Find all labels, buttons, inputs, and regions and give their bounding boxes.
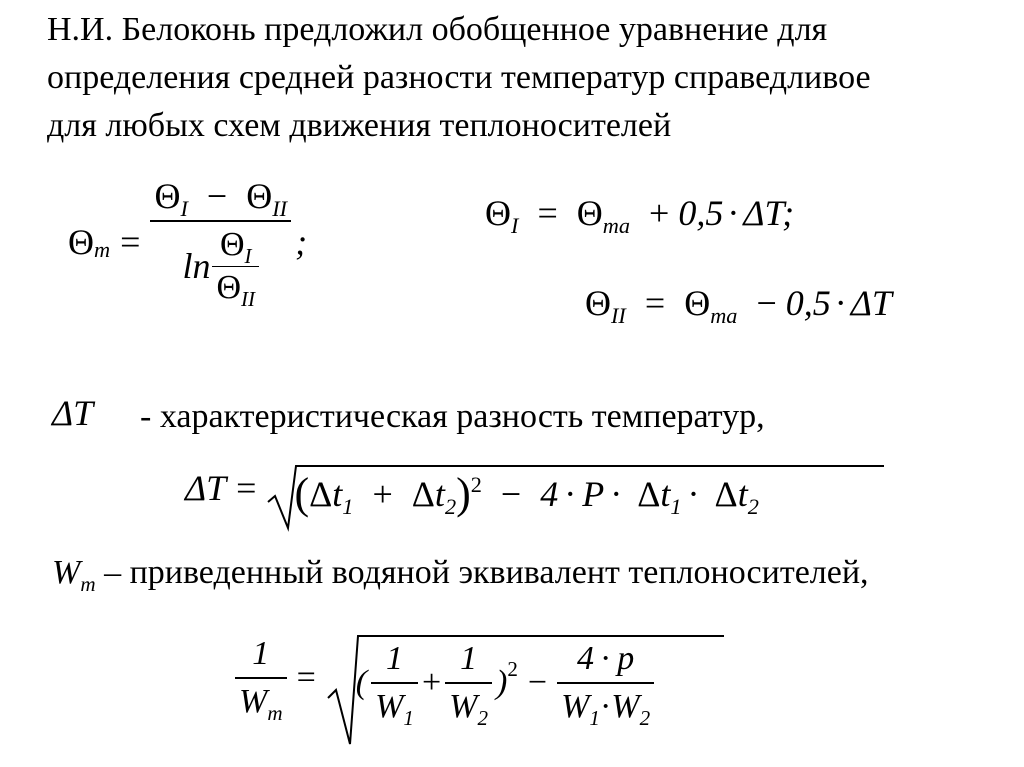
Wm-definition: $W_m$ – приведенный водяной эквивалент теплоносителей, xyxy=(52,554,869,596)
intro-line-2: определения средней разности температур справедливое xyxy=(47,59,871,96)
fraction-theta-m: $\Theta_I - \Theta_{II}$ ln $\frac{\Theta_I}{\Theta_{II}}$ xyxy=(150,178,291,305)
formula-Wm: $\frac{1}{W_m}$ = ( $\frac{1}{W_1}$ + $\frac{1}{W_2}$ ) 2 − $\frac{4 \cdot p}{W_1\cdot W_2}$ xyxy=(235,632,654,724)
ln-label: ln xyxy=(182,246,211,287)
formula-theta-m: Θ m = $\Theta_I - \Theta_{II}$ ln $\frac{\Theta_I}{\Theta_{II}}$ ; xyxy=(68,176,308,311)
intro-line-3: для любых схем движения теплоносителей xyxy=(47,107,672,144)
formula-theta-I: $\Theta_I = \Theta_{ma} + 0,5 \cdot \Delta T$; xyxy=(485,193,795,239)
sqrt-Wm: ( $\frac{1}{W_1}$ + $\frac{1}{W_2}$ ) 2 − $\frac{4 \cdot p}{W_1\cdot W_2}$ xyxy=(326,632,654,724)
deltaT-description: - характеристическая разность температур, xyxy=(140,398,765,435)
sqrt-deltaT: $(\Delta t_1 + \Delta t_2)^2 - 4 \cdot P \cdot \Delta t_1 \cdot \Delta t_2$ xyxy=(266,462,758,514)
formula-deltaT: ΔT = $(\Delta t_1 + \Delta t_2)^2 - 4 \cdot P \cdot \Delta t_1 \cdot \Delta t_2$ xyxy=(185,462,759,514)
radical-sign xyxy=(266,462,886,532)
intro-line-1: Н.И. Белоконь предложил обобщенное уравнение для xyxy=(47,11,828,48)
fraction-1-Wm: $\frac{1}{W_m}$ xyxy=(235,637,287,719)
formula-theta-II: $\Theta_{II} = \Theta_{ma} - 0,5 \cdot \Delta T$ xyxy=(585,283,892,329)
radical-sign xyxy=(326,632,726,748)
deltaT-symbol: ΔT xyxy=(52,393,94,433)
